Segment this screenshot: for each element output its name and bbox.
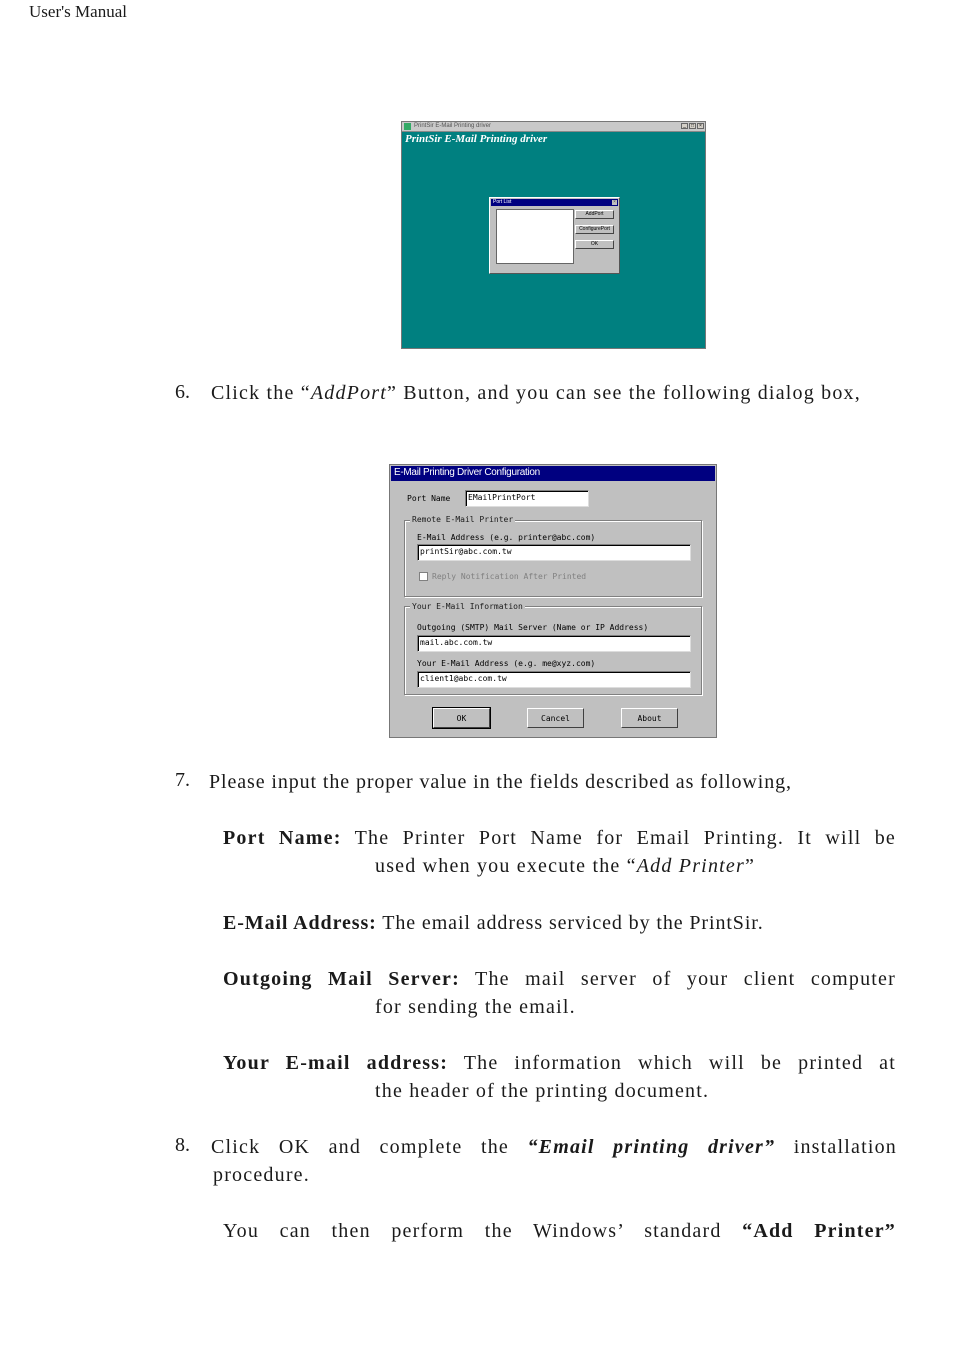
port-name-label: Port Name bbox=[407, 494, 451, 503]
port-listbox[interactable] bbox=[496, 209, 574, 264]
remote-printer-legend: Remote E-Mail Printer bbox=[412, 515, 514, 524]
your-email-label: Your E-Mail Address (e.g. me@xyz.com) bbox=[417, 659, 596, 668]
window-title: PrintSir E-Mail Printing driver bbox=[414, 123, 492, 129]
port-list-title: Port List bbox=[493, 199, 512, 205]
close-icon[interactable]: × bbox=[613, 200, 616, 205]
step7-text: Please input the proper value in the fields described as following, bbox=[209, 771, 792, 793]
def-port-name-line1: Port Name: The Printer Port Name for Email Printing. It will be bbox=[223, 827, 896, 849]
port-name-input[interactable]: EMailPrintPort bbox=[465, 490, 589, 507]
printsir-app-screenshot bbox=[401, 121, 706, 349]
step6-line1: Click the “AddPort” Button, and you can see the following dialog box, bbox=[211, 382, 861, 404]
port-list-dialog bbox=[489, 197, 620, 274]
email-address-input[interactable]: printSir@abc.com.tw bbox=[417, 544, 691, 561]
step8-line2: procedure. bbox=[213, 1164, 310, 1186]
smtp-server-input[interactable]: mail.abc.com.tw bbox=[417, 635, 691, 652]
minimize-button[interactable]: _ bbox=[681, 123, 688, 129]
app-title: PrintSir E-Mail Printing driver bbox=[405, 133, 548, 145]
email-config-dialog bbox=[389, 464, 717, 738]
smtp-server-label: Outgoing (SMTP) Mail Server (Name or IP Address) bbox=[417, 623, 649, 632]
def-outgoing-line2: for sending the email. bbox=[375, 996, 576, 1018]
addport-button[interactable]: AddPort bbox=[575, 210, 614, 219]
about-button[interactable]: About bbox=[621, 708, 678, 728]
reply-notification-label: Reply Notification After Printed bbox=[432, 572, 587, 581]
def-port-name-line2: used when you execute the “Add Printer” bbox=[375, 855, 756, 877]
dialog-title: E-Mail Printing Driver Configuration bbox=[394, 467, 540, 478]
dialog-titlebar bbox=[391, 466, 715, 481]
app-icon bbox=[404, 123, 411, 130]
reply-notification-checkbox[interactable] bbox=[419, 572, 428, 581]
def-outgoing-line1: Outgoing Mail Server: The mail server of your client computer bbox=[223, 968, 896, 990]
def-your-email-line1: Your E-mail address: The information which will be printed at bbox=[223, 1052, 896, 1074]
window-titlebar bbox=[402, 122, 705, 132]
step8-line1: Click OK and complete the “Email printing driver” installation bbox=[211, 1136, 897, 1158]
port-list-titlebar bbox=[491, 199, 618, 206]
portlist-ok-button[interactable]: OK bbox=[575, 240, 614, 249]
def-your-email-line2: the header of the printing document. bbox=[375, 1080, 710, 1102]
ok-button[interactable]: OK bbox=[433, 708, 490, 728]
step6-number: 6. bbox=[175, 381, 190, 403]
def-email-address: E-Mail Address: The email address serviced by the PrintSir. bbox=[223, 912, 764, 934]
step8-number: 8. bbox=[175, 1134, 190, 1156]
cancel-button[interactable]: Cancel bbox=[527, 708, 584, 728]
closing-line: You can then perform the Windows’ standard “Add Printer” bbox=[223, 1220, 896, 1242]
email-address-label: E-Mail Address (e.g. printer@abc.com) bbox=[417, 533, 596, 542]
email-info-legend: Your E-Mail Information bbox=[412, 602, 523, 611]
your-email-input[interactable]: client1@abc.com.tw bbox=[417, 671, 691, 688]
page-header: User's Manual bbox=[29, 2, 127, 21]
maximize-button[interactable]: □ bbox=[690, 123, 695, 129]
configureport-button[interactable]: ConfigurePort bbox=[575, 225, 614, 234]
close-button[interactable]: × bbox=[697, 123, 704, 129]
step7-number: 7. bbox=[175, 769, 190, 791]
